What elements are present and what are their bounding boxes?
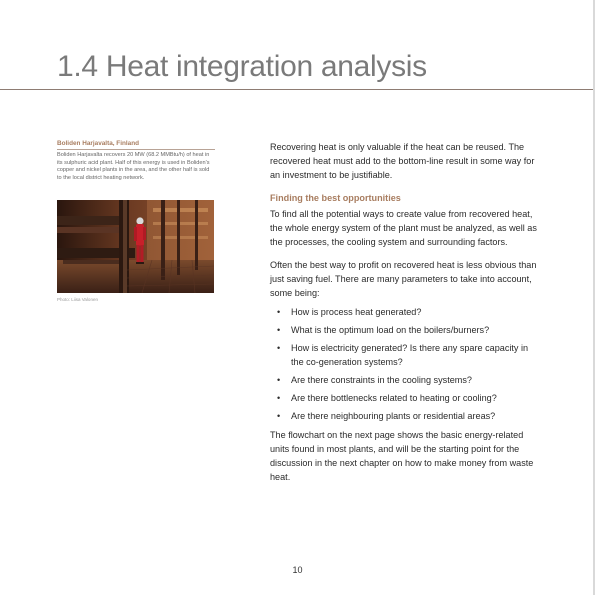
bullet-icon: • [277, 325, 281, 335]
main-text [270, 140, 542, 493]
photo-credit: Photo: Liisa Valonen [57, 297, 98, 302]
bullet-icon: • [277, 307, 281, 317]
list-item [277, 323, 542, 337]
list-item-text: Are there bottlenecks related to heating or cooling? [291, 393, 497, 403]
sidebar-heading: Boliden Harjavalta, Finland [57, 140, 215, 150]
list-item [277, 409, 542, 423]
page-number: 10 [292, 565, 303, 575]
sidebar-body: Boliden Harjavalta recovers 20 MW (68.2 MMBtu/h) of heat in its sulphuric acid plant. Half of this energy is used in Boliden's copper and nickel plants in the area, and the other half is sold to the local district heating network. [57, 152, 210, 181]
list-item-text: What is the optimum load on the boilers/burners? [291, 325, 490, 335]
plant-photo-illustration [57, 200, 214, 293]
list-item [277, 373, 542, 387]
bullet-icon: • [277, 393, 281, 403]
intro-paragraph: Recovering heat is only valuable if the heat can be reused. The recovered heat must add to the bottom-line result in some way for an investment to be justifiable. [270, 142, 535, 180]
paragraph-2: Often the best way to profit on recovered heat is less obvious than just saving fuel. There are many parameters to take into account, some being: [270, 260, 537, 298]
list-item-text: How is process heat generated? [291, 307, 422, 317]
list-item-text: Are there neighbouring plants or residential areas? [291, 411, 496, 421]
list-item [277, 341, 542, 369]
bullet-icon: • [277, 375, 281, 385]
list-item [277, 391, 542, 405]
list-item [277, 305, 542, 319]
paragraph-3: The flowchart on the next page shows the basic energy-related units found in most plants, and will be the starting point for the discussion in the next chapter on how to make money from waste heat. [270, 430, 534, 482]
page-title: 1.4 Heat integration analysis [57, 50, 427, 83]
section-heading: Finding the best opportunities [270, 193, 401, 203]
sidebar-caption [57, 140, 215, 182]
parameters-list [270, 305, 542, 423]
list-item-text: Are there constraints in the cooling systems? [291, 375, 472, 385]
bullet-icon: • [277, 411, 281, 421]
plant-photo [57, 200, 214, 293]
title-divider [0, 89, 593, 90]
paragraph-1: To find all the potential ways to create value from recovered heat, the whole energy system of the plant must be analyzed, as well as the processes, the cooling system and surrounding factors. [270, 209, 537, 247]
bullet-icon: • [277, 343, 281, 353]
list-item-text: How is electricity generated? Is there any spare capacity in the co-generation systems? [291, 343, 529, 367]
